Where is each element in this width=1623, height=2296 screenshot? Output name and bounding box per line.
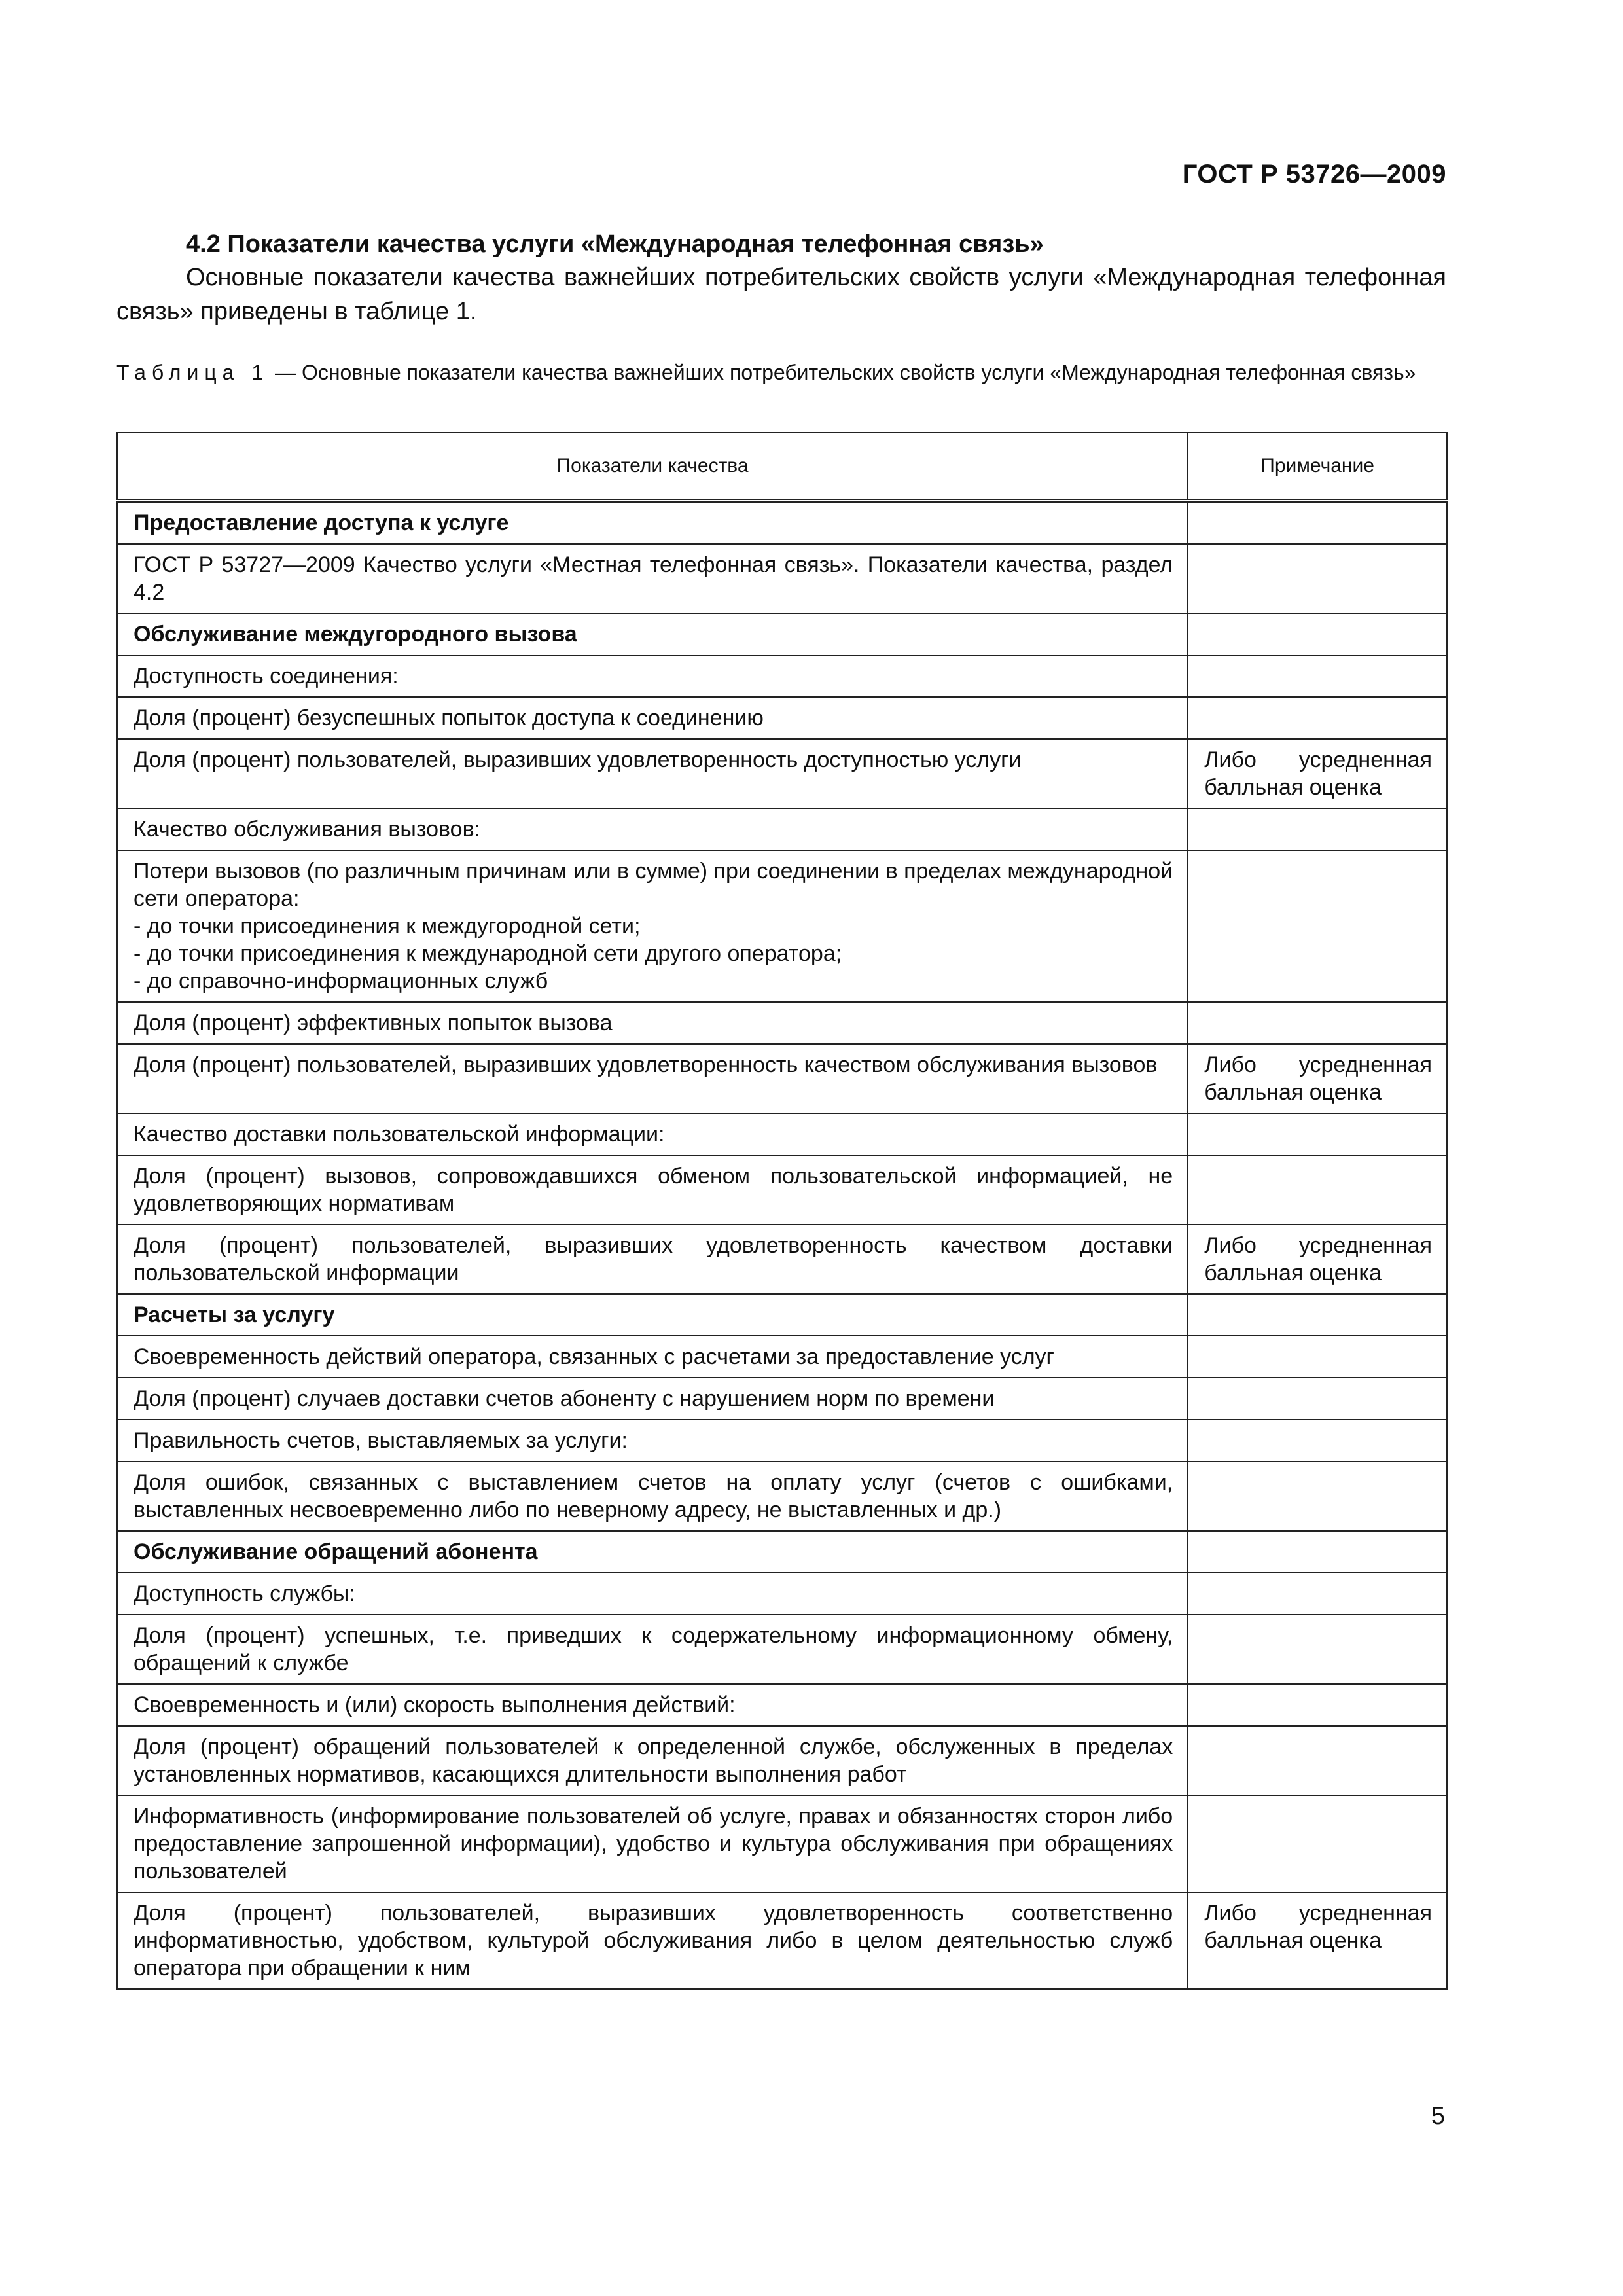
indicator-cell: Доля (процент) пользователей, выразивших удовлетворенность соответственно информативностью, удобством, культурой обслуживания либо в целом деятельностью служб оператора при обращении к ним [117, 1892, 1188, 1989]
indicator-cell: Предоставление доступа к услуге [117, 501, 1188, 544]
table-row [117, 1225, 1447, 1294]
table-row [117, 1892, 1447, 1989]
note-cell: Либо усредненная балльная оценка [1188, 1225, 1447, 1294]
indicator-cell: Доля (процент) эффективных попыток вызова [117, 1002, 1188, 1044]
indicator-cell: Своевременность и (или) скорость выполнения действий: [117, 1684, 1188, 1726]
note-cell [1188, 1462, 1447, 1531]
section-heading: 4.2 Показатели качества услуги «Международная телефонная связь» [186, 230, 1044, 258]
table-row [117, 655, 1447, 697]
table-row [117, 1573, 1447, 1615]
indicator-cell: ГОСТ Р 53727—2009 Качество услуги «Местная телефонная связь». Показатели качества, раздел 4.2 [117, 544, 1188, 613]
indicator-cell: Обслуживание междугородного вызова [117, 613, 1188, 655]
note-cell [1188, 1420, 1447, 1462]
indicator-cell: Правильность счетов, выставляемых за услуги: [117, 1420, 1188, 1462]
note-cell [1188, 1155, 1447, 1225]
table-row [117, 1155, 1447, 1225]
table-row [117, 544, 1447, 613]
note-cell [1188, 501, 1447, 544]
note-cell [1188, 655, 1447, 697]
note-cell [1188, 1294, 1447, 1336]
table-row [117, 1726, 1447, 1795]
indicator-cell: Доля (процент) пользователей, выразивших удовлетворенность доступностью услуги [117, 739, 1188, 808]
table-row [117, 1684, 1447, 1726]
table-row [117, 739, 1447, 808]
note-cell: Либо усредненная балльная оценка [1188, 739, 1447, 808]
table-caption [116, 359, 1446, 386]
indicator-cell: Доля (процент) пользователей, выразивших удовлетворенность качеством доставки пользовательской информации [117, 1225, 1188, 1294]
note-cell: Либо усредненная балльная оценка [1188, 1044, 1447, 1113]
note-cell [1188, 1378, 1447, 1420]
note-cell [1188, 697, 1447, 739]
table-caption-label: Таблица 1 [116, 361, 270, 384]
table-row [117, 1044, 1447, 1113]
indicator-cell: Доля (процент) случаев доставки счетов абоненту с нарушением норм по времени [117, 1378, 1188, 1420]
note-cell [1188, 544, 1447, 613]
table-caption-text: — Основные показатели качества важнейших потребительских свойств услуги «Международная телефонная связь» [269, 361, 1416, 384]
note-cell [1188, 808, 1447, 850]
page-number: 5 [1431, 2102, 1445, 2130]
indicator-cell: Обслуживание обращений абонента [117, 1531, 1188, 1573]
table-row [117, 1002, 1447, 1044]
note-cell [1188, 1615, 1447, 1684]
note-cell [1188, 1726, 1447, 1795]
table-row [117, 1420, 1447, 1462]
table-row [117, 501, 1447, 544]
table-row [117, 1294, 1447, 1336]
table-row [117, 1615, 1447, 1684]
note-cell [1188, 1113, 1447, 1155]
indicator-cell: Доступность службы: [117, 1573, 1188, 1615]
table-row [117, 1531, 1447, 1573]
table-row [117, 1378, 1447, 1420]
table-row [117, 1795, 1447, 1892]
note-cell [1188, 1002, 1447, 1044]
table-header-row [117, 433, 1447, 501]
indicator-cell: Доля (процент) успешных, т.е. приведших к содержательному информационному обмену, обращений к службе [117, 1615, 1188, 1684]
table-row [117, 1336, 1447, 1378]
table-row [117, 1113, 1447, 1155]
table-row [117, 808, 1447, 850]
indicator-cell: Потери вызовов (по различным причинам или в сумме) при соединении в пределах международной сети оператора: - до точки присоединения к междугородной сети; - до точки присоединения к международной сети другого оператора; - до справочно-информационных служб [117, 850, 1188, 1002]
note-cell [1188, 1795, 1447, 1892]
indicator-cell: Качество доставки пользовательской информации: [117, 1113, 1188, 1155]
table-body [117, 501, 1447, 1989]
section-4-2 [116, 228, 1446, 329]
indicator-cell: Расчеты за услугу [117, 1294, 1188, 1336]
indicator-cell: Качество обслуживания вызовов: [117, 808, 1188, 850]
note-cell [1188, 613, 1447, 655]
header-note: Примечание [1188, 433, 1447, 501]
note-cell: Либо усредненная балльная оценка [1188, 1892, 1447, 1989]
indicator-cell: Доля (процент) безуспешных попыток доступа к соединению [117, 697, 1188, 739]
section-paragraph: Основные показатели качества важнейших потребительских свойств услуги «Международная телефонная связь» приведены в таблице 1. [116, 264, 1446, 325]
indicator-cell: Доля (процент) обращений пользователей к определенной службе, обслуженных в пределах установленных нормативов, касающихся длительности выполнения работ [117, 1726, 1188, 1795]
indicator-cell: Доля (процент) пользователей, выразивших удовлетворенность качеством обслуживания вызовов [117, 1044, 1188, 1113]
document-code: ГОСТ Р 53726—2009 [1182, 160, 1446, 188]
note-cell [1188, 850, 1447, 1002]
note-cell [1188, 1336, 1447, 1378]
note-cell [1188, 1531, 1447, 1573]
table-row [117, 613, 1447, 655]
quality-indicators-table [116, 432, 1448, 1990]
note-cell [1188, 1573, 1447, 1615]
note-cell [1188, 1684, 1447, 1726]
table-row [117, 697, 1447, 739]
indicator-cell: Доля (процент) вызовов, сопровождавшихся обменом пользовательской информацией, не удовлетворяющих нормативам [117, 1155, 1188, 1225]
indicator-cell: Информативность (информирование пользователей об услуге, правах и обязанностях сторон либо предоставление запрошенной информации), удобство и культура обслуживания при обращениях пользователей [117, 1795, 1188, 1892]
indicator-cell: Доступность соединения: [117, 655, 1188, 697]
table-row [117, 850, 1447, 1002]
header-indicators: Показатели качества [117, 433, 1188, 501]
indicator-cell: Доля ошибок, связанных с выставлением счетов на оплату услуг (счетов с ошибками, выставленных несвоевременно либо по неверному адресу, не выставленных и др.) [117, 1462, 1188, 1531]
table-row [117, 1462, 1447, 1531]
indicator-cell: Своевременность действий оператора, связанных с расчетами за предоставление услуг [117, 1336, 1188, 1378]
